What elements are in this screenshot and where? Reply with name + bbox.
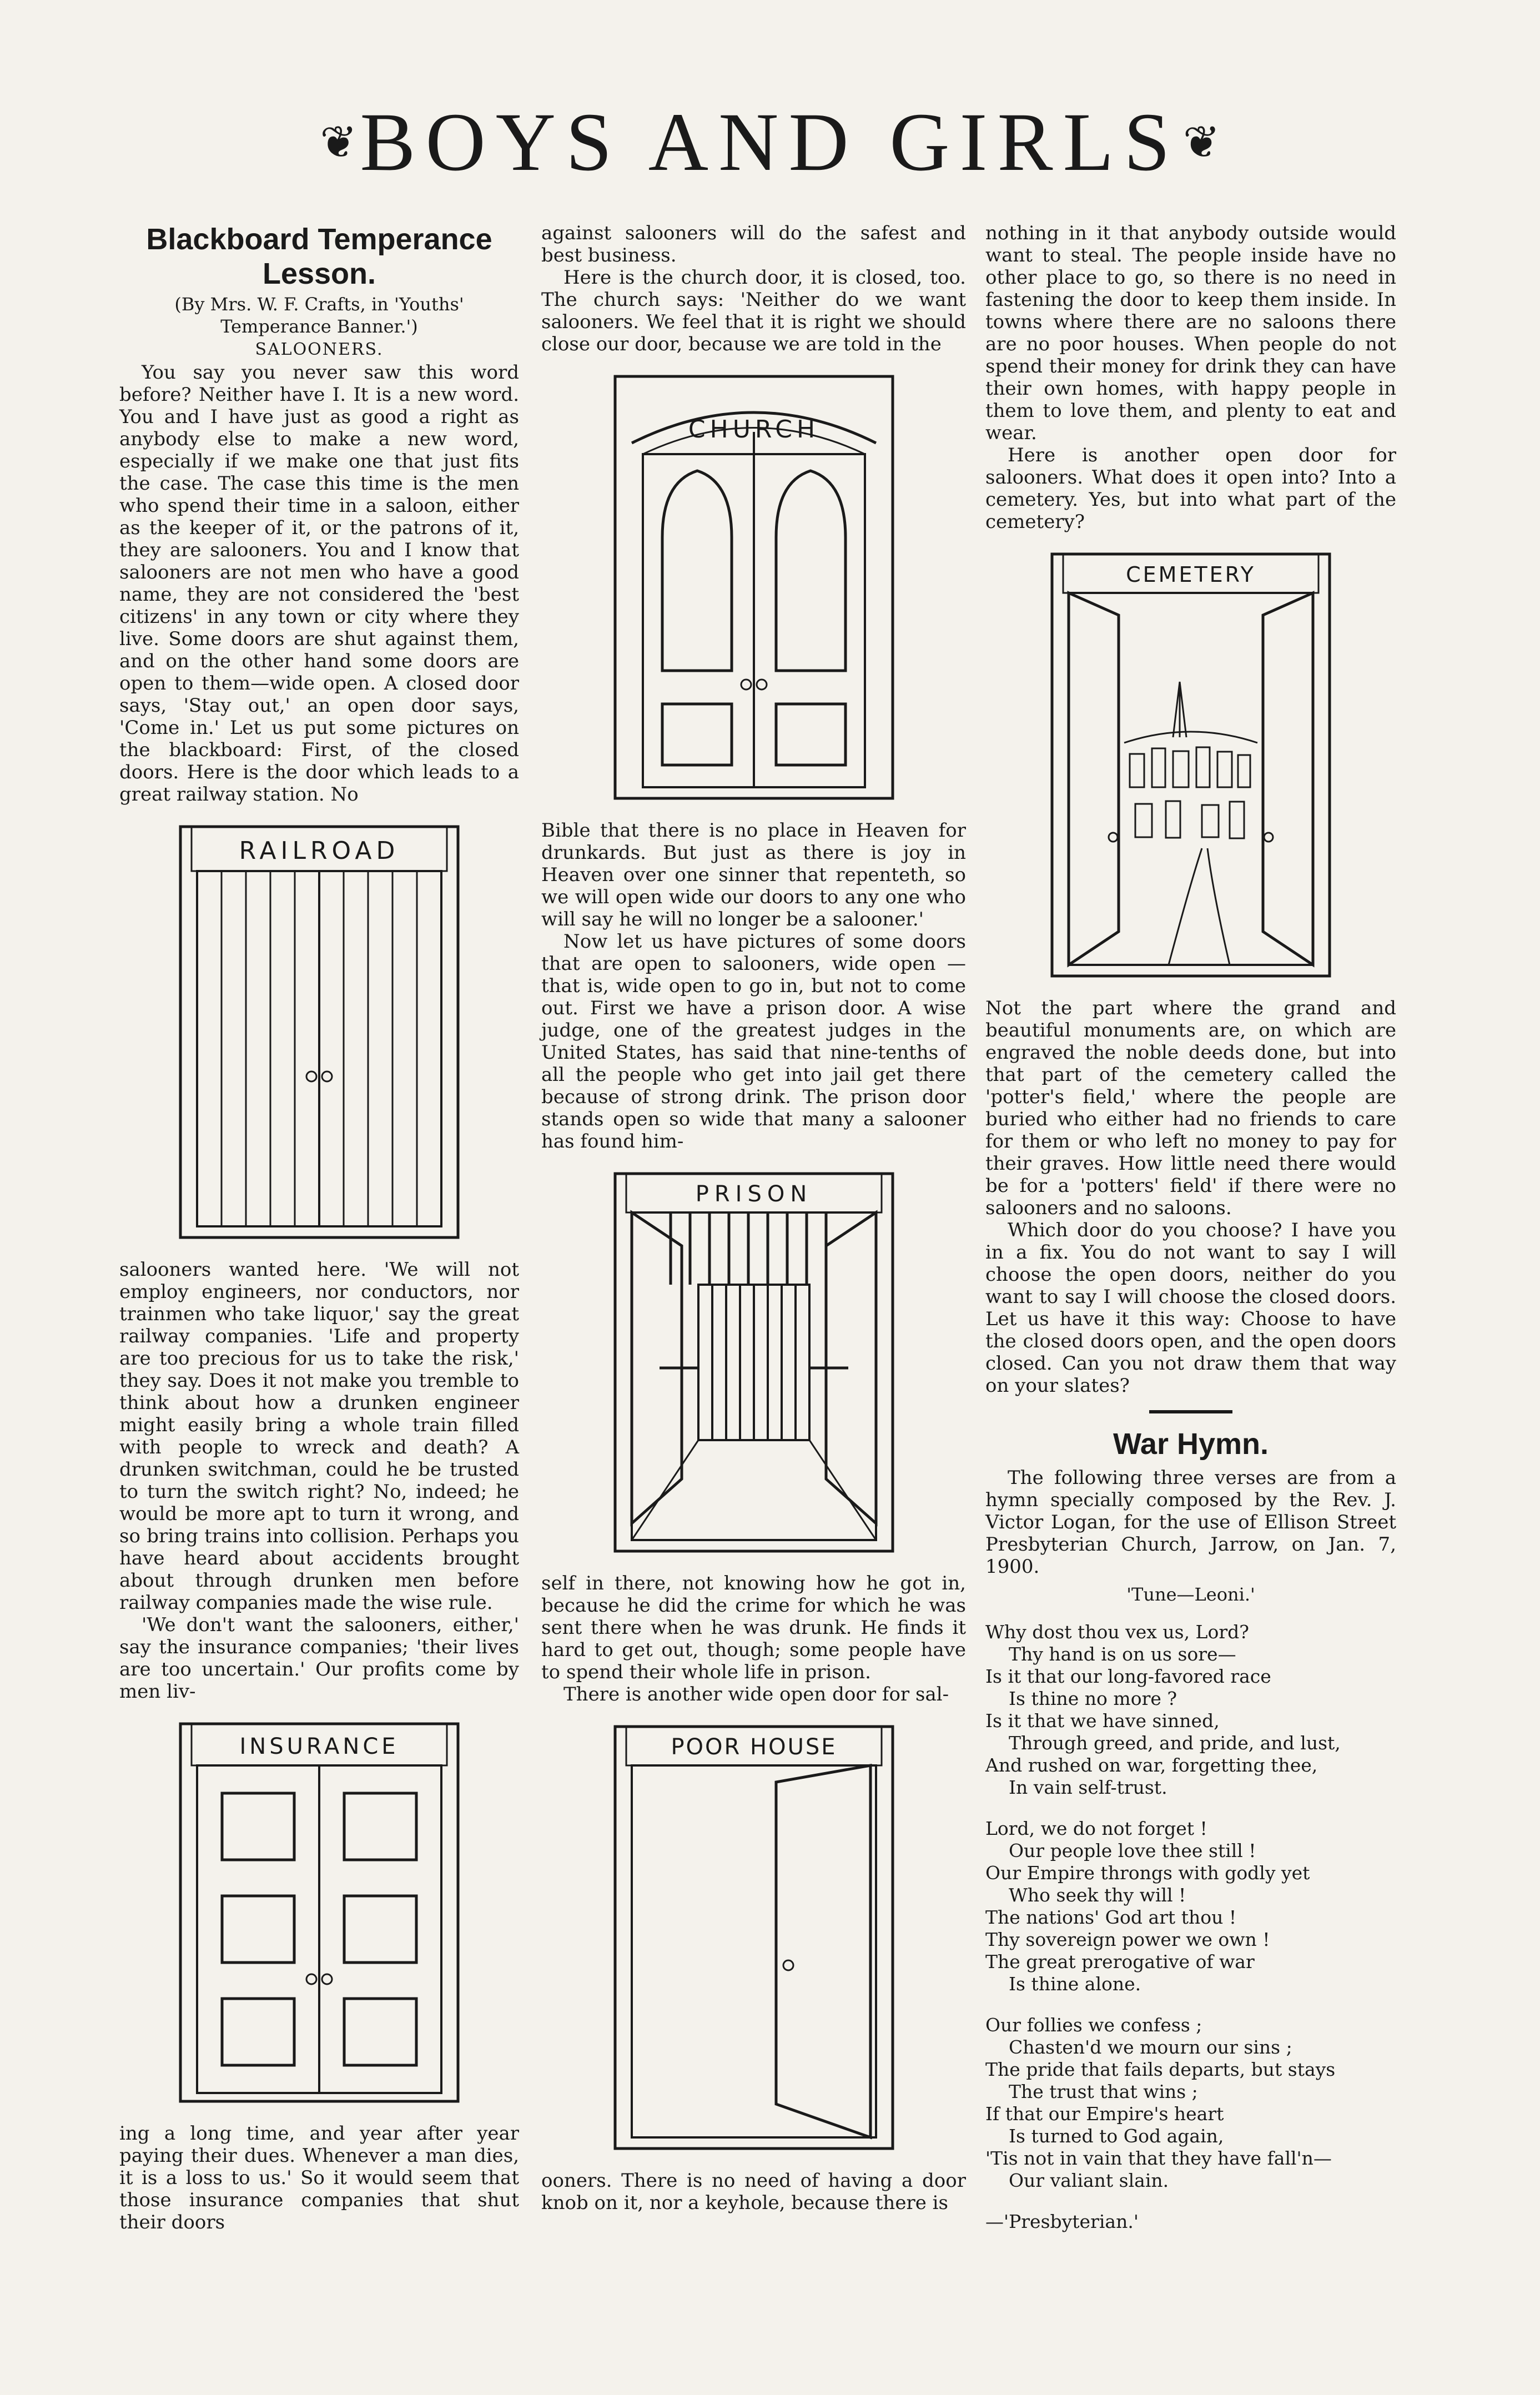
poor-house-door-figure — [610, 1721, 898, 2154]
hymn-line: Is it that we have sinned, — [985, 1710, 1220, 1732]
railroad-sign: RAILROAD — [239, 837, 400, 865]
ornament-right-icon: ❦ — [1182, 116, 1220, 168]
hymn-line: Thy sovereign power we own ! — [985, 1929, 1270, 1950]
masthead — [0, 94, 1540, 188]
hymn-line: The trust that wins ; — [1009, 2081, 1198, 2102]
hymn-line: Is thine alone. — [1009, 1973, 1141, 1995]
hymn-credit: —'Presbyterian.' — [985, 2211, 1139, 2232]
hymn-tune: 'Tune—Leoni.' — [1126, 1584, 1255, 1605]
hymn-line: Through greed, and pride, and lust, — [1009, 1732, 1341, 1754]
column-3 — [985, 222, 1396, 2233]
hymn-line: Is it that our long-favored race — [985, 1666, 1271, 1687]
article-title — [119, 222, 519, 291]
hymn-stanza-1 — [985, 1621, 1396, 1799]
railroad-door-figure — [175, 821, 464, 1243]
insurance-door-figure — [175, 1718, 464, 2107]
paragraph: salooners wanted here. 'We will not employ engineers, nor conductors, nor trainmen who take liquor,' say the great railway companies. 'Life and property are too precious for us to take the risk,' they say. Does it not make you tremble to think about how a drunken engineer might easily bring a whole train filled with people to wreck and death? A drunken switchman, could he be trusted to turn the switch right? No, indeed; he would be more apt to turn it wrong, and so bring trains into collision. Perhaps you have heard about accidents brought about through drunken men before railway companies made the wise rule. — [119, 1259, 519, 1614]
hymn-line: The pride that fails departs, but stays — [985, 2059, 1336, 2080]
hymn-line: In vain self-trust. — [1009, 1777, 1167, 1798]
hymn-line: Thy hand is on us sore— — [1009, 1643, 1236, 1665]
paragraph: self in there, not knowing how he got in, because he did the crime for which he was sent there when he was drunk. He finds it hard to get out, though; some people have to spend their whole life in prison. — [541, 1572, 966, 1683]
paragraph: Here is the church door, it is closed, too. The church says: 'Neither do we want salooners. We feel that it is right we should close our door, because we are told in the — [541, 266, 966, 355]
hymn-line: And rushed on war, forgetting thee, — [985, 1754, 1318, 1776]
hymn-line: Why dost thou vex us, Lord? — [985, 1621, 1249, 1643]
prison-door-figure — [610, 1168, 898, 1557]
hymn-line: Chasten'd we mourn our sins ; — [1009, 2036, 1292, 2058]
prison-sign: PRISON — [695, 1181, 812, 1207]
hymn-stanza-2 — [985, 1818, 1396, 1995]
church-door-figure — [610, 371, 898, 804]
insurance-sign: INSURANCE — [239, 1734, 399, 1759]
article-title-line-1: Blackboard Temperance — [146, 223, 492, 256]
paragraph: You say you never saw this word before? Neither have I. It is a new word. You and I have just as good a right as anybody else to make a new word, especially if we make one that just fits the case. The case this time is the men who spend their time in a saloon, either as the keeper of it, or the patrons of it, they are salooners. You and I know that salooners are not men who have a good name, they are not considered the 'best citizens' in any town or city where they live. Some doors are shut against them, and on the other hand some doors are open to them—wide open. A closed door says, 'Stay out,' an open door says, 'Come in.' Let us put some pictures on the blackboard: First, of the closed doors. Here is the door which leads to a great railway station. No — [119, 361, 519, 806]
ornament-left-icon: ❦ — [320, 116, 358, 168]
paragraph: 'We don't want the salooners, either,' say the insurance companies; 'their lives are too uncertain.' Our profits come by men liv- — [119, 1614, 519, 1703]
church-sign: CHURCH — [688, 415, 819, 444]
article-title-line-2: Lesson. — [262, 257, 376, 290]
byline: (By Mrs. W. F. Crafts, in 'Youths' Temperance Banner.') — [174, 294, 464, 337]
hymn-line: The nations' God art thou ! — [985, 1906, 1237, 1928]
page-title: BOYS AND GIRLS — [360, 96, 1180, 188]
hymn-line: Our Empire throngs with godly yet — [985, 1862, 1310, 1884]
hymn-intro: The following three verses are from a hymn specially composed by the Rev. J. Victor Logan, for the use of Ellison Street Presbyterian Church, Jarrow, on Jan. 7, 1900. — [985, 1467, 1396, 1578]
hymn-stanza-3 — [985, 2014, 1396, 2192]
paragraph: Now let us have pictures of some doors that are open to salooners, wide open —that is, wide open to go in, but not to come out. First we have a prison door. A wise judge, one of the greatest judges in the United States, has said that nine-tenths of all the people who get into jail get there because of strong drink. The prison door stands open so wide that many a salooner has found him- — [541, 930, 966, 1153]
cemetery-door-figure — [1046, 549, 1335, 982]
column-2 — [541, 222, 966, 2214]
hymn-line: If that our Empire's heart — [985, 2103, 1224, 2125]
paragraph: There is another wide open door for sal- — [563, 1683, 949, 1705]
column-1 — [119, 222, 519, 2233]
paragraph: ing a long time, and year after year paying their dues. Whenever a man dies, it is a loss to us.' So it would seem that those insurance companies that shut their doors — [119, 2122, 519, 2233]
hymn-line: Is thine no more ? — [1009, 1688, 1177, 1709]
hymn-line: Who seek thy will ! — [1009, 1884, 1186, 1906]
hymn-line: Our valiant slain. — [1009, 2170, 1169, 2191]
subhead: SALOONERS. — [255, 340, 384, 359]
paragraph: nothing in it that anybody outside would want to steal. The people inside have no other place to go, so there is no need in fastening the door to keep them inside. In towns where there are no saloons there are no poor houses. When people do not spend their money for drink they can have their own homes, with happy people in them to love them, and plenty to eat and wear. — [985, 222, 1396, 444]
hymn-line: Lord, we do not forget ! — [985, 1818, 1207, 1839]
paragraph: Which door do you choose? I have you in a fix. You do not want to say I will choose the open doors, neither do you want to say I will choose the closed doors. Let us have it this way: Choose to have the closed doors open, and the open doors closed. Can you not draw them that way on your slates? — [985, 1219, 1396, 1397]
section-divider — [1149, 1410, 1232, 1413]
paragraph: Here is another open door for salooners. What does it open into? Into a cemetery. Yes, but into what part of the cemetery? — [985, 444, 1396, 533]
poor-house-sign: POOR HOUSE — [670, 1734, 837, 1760]
hymn-line: 'Tis not in vain that they have fall'n— — [985, 2147, 1332, 2169]
hymn-title: War Hymn. — [1113, 1427, 1269, 1461]
hymn-line: Is turned to God again, — [1009, 2125, 1224, 2147]
paragraph: Not the part where the grand and beautiful monuments are, on which are engraved the noble deeds done, but into that part of the cemetery called the 'potter's field,' where the people are buried who either had no friends to care for them or who left no money to pay for their graves. How little need there would be for a 'potters' field' if there were no salooners and no saloons. — [985, 997, 1396, 1219]
paragraph: Bible that there is no place in Heaven for drunkards. But just as there is joy in Heaven over one sinner that repenteth, so we will open wide our doors to any one who will say he will no longer be a salooner.' — [541, 819, 966, 930]
cemetery-sign: CEMETERY — [1126, 562, 1256, 587]
hymn-line: Our people love thee still ! — [1009, 1840, 1256, 1861]
hymn-line: Our follies we confess ; — [985, 2014, 1202, 2036]
paragraph: against salooners will do the safest and best business. — [541, 222, 966, 266]
hymn-line: The great prerogative of war — [985, 1951, 1255, 1973]
paragraph: ooners. There is no need of having a door knob on it, nor a keyhole, because there is — [541, 2170, 966, 2214]
